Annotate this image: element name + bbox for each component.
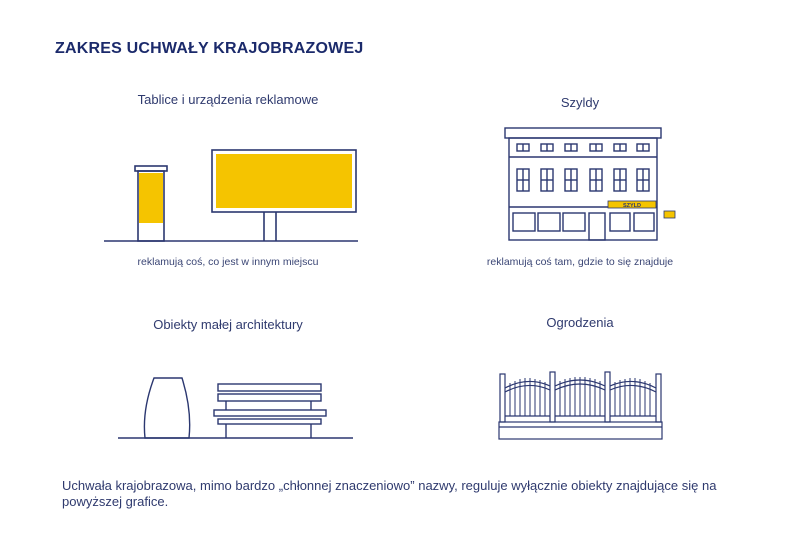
small-architecture-label: Obiekty małej architektury bbox=[153, 317, 303, 332]
billboard-ad-panel bbox=[216, 154, 352, 208]
column-ad-panel bbox=[139, 173, 163, 223]
billboards-label: Tablice i urządzenia reklamowe bbox=[137, 92, 319, 107]
fences-label: Ogrodzenia bbox=[546, 315, 614, 330]
fence-illustration bbox=[498, 366, 664, 444]
signs-label: Szyldy bbox=[560, 95, 600, 110]
signs-caption: reklamują coś tam, gdzie to się znajduje bbox=[486, 256, 674, 268]
footer-note: Uchwała krajobrazowa, mimo bardzo „chłonnej znaczeniowo” nazwy, reguluje wyłącznie obiekty znajdujące się na powyższej grafice. bbox=[62, 478, 717, 509]
projecting-sign bbox=[664, 211, 675, 218]
billboard-illustration bbox=[100, 140, 364, 250]
small-architecture-illustration bbox=[110, 370, 360, 445]
sign-text: SZYLD bbox=[622, 203, 642, 209]
billboards-caption: reklamują coś, co jest w innym miejscu bbox=[137, 256, 319, 268]
page-title: ZAKRES UCHWAŁY KRAJOBRAZOWEJ bbox=[55, 40, 364, 57]
building-illustration bbox=[500, 123, 685, 245]
